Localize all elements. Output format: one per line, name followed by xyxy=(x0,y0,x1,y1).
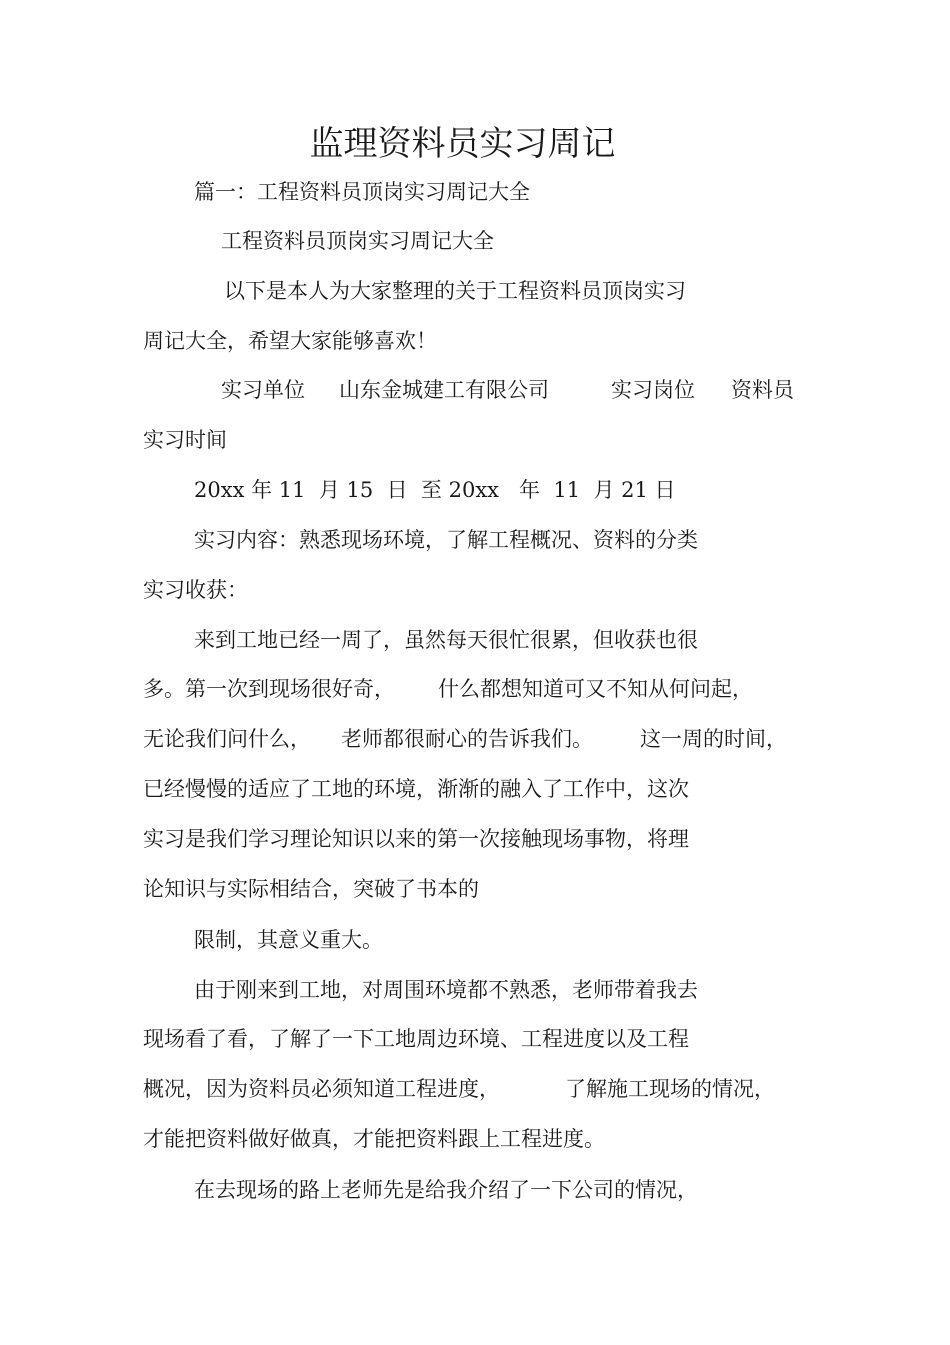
paragraph-3-line-2: 现场看了看，了解了一下工地周边环境、工程进度以及工程 xyxy=(143,1027,689,1051)
paragraph-1-line-3c: 这一周的时间， xyxy=(640,727,787,751)
paragraph-1-line-4: 已经慢慢的适应了工地的环境，渐渐的融入了工作中，这次 xyxy=(143,777,689,801)
paragraph-3-line-1: 由于刚来到工地，对周围环境都不熟悉，老师带着我去 xyxy=(194,978,698,1002)
paragraph-1-line-1: 来到工地已经一周了，虽然每天很忙很累，但收获也很 xyxy=(194,628,698,652)
paragraph-3-line-3a: 概况，因为资料员必须知道工程进度， xyxy=(143,1077,500,1101)
paragraph-1-line-5: 实习是我们学习理论知识以来的第一次接触现场事物，将理 xyxy=(143,827,689,851)
paragraph-4-line-1: 在去现场的路上老师先是给我介绍了一下公司的情况， xyxy=(194,1178,698,1202)
unit-label: 实习单位 xyxy=(221,378,305,402)
paragraph-1-line-3b: 老师都很耐心的告诉我们。 xyxy=(341,727,593,751)
intro-line-2: 周记大全，希望大家能够喜欢！ xyxy=(143,329,437,353)
unit-value: 山东金城建工有限公司 xyxy=(339,378,549,402)
paragraph-3-line-3b: 了解施工现场的情况， xyxy=(565,1077,775,1101)
paragraph-3-line-4: 才能把资料做好做真，才能把资料跟上工程进度。 xyxy=(143,1127,605,1151)
post-value: 资料员 xyxy=(731,378,794,402)
content-line: 实习内容：熟悉现场环境，了解工程概况、资料的分类 xyxy=(194,528,698,552)
paragraph-1-line-3a: 无论我们问什么， xyxy=(143,727,311,751)
section-heading: 篇一：工程资料员顶岗实习周记大全 xyxy=(194,180,530,204)
paragraph-1-line-6: 论知识与实际相结合，突破了书本的 xyxy=(143,877,479,901)
paragraph-1-line-2b: 什么都想知道可又不知从何问起， xyxy=(438,677,753,701)
harvest-label: 实习收获： xyxy=(143,578,248,602)
intro-line-1: 以下是本人为大家整理的关于工程资料员顶岗实习 xyxy=(224,279,686,303)
subheading: 工程资料员顶岗实习周记大全 xyxy=(221,229,494,253)
paragraph-1-line-2a: 多。第一次到现场很好奇， xyxy=(143,677,395,701)
time-label: 实习时间 xyxy=(143,428,227,452)
post-label: 实习岗位 xyxy=(611,378,695,402)
time-value: 20xx 年 11 月 15 日 至 20xx 年 11 月 21 日 xyxy=(194,478,676,502)
paragraph-2-line-1: 限制，其意义重大。 xyxy=(194,928,383,952)
document-title: 监理资料员实习周记 xyxy=(309,124,616,164)
